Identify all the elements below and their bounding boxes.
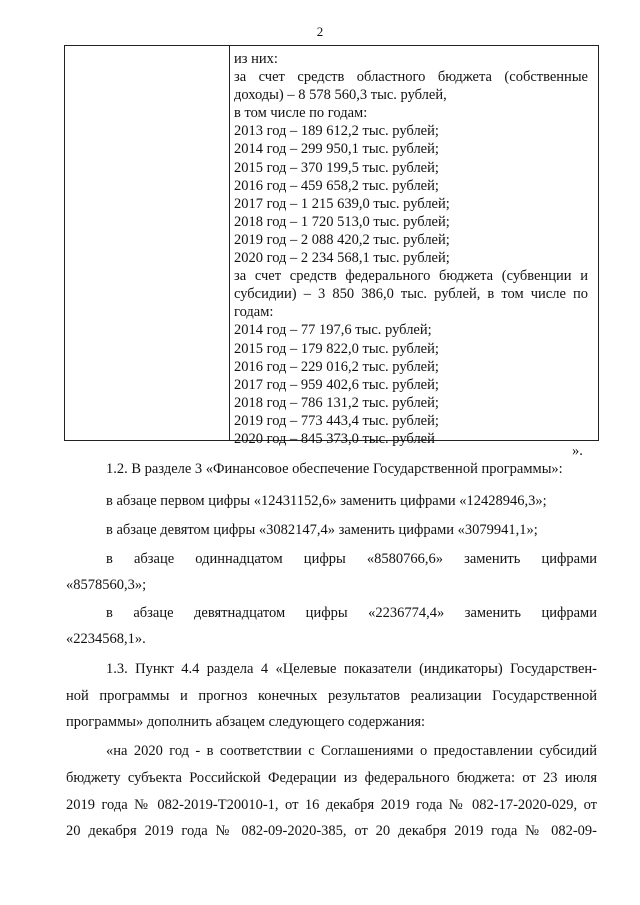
funding-line: 2014 год – 77 197,6 тыс. рублей; (234, 322, 432, 339)
paragraph-line (66, 770, 597, 787)
amendment-line: «2234568,1». (66, 631, 146, 647)
section-1-3-line: ной программы и прогноз конечных результатов реализации Государственной (66, 688, 597, 704)
funding-line: 2015 год – 370 199,5 тыс. рублей; (234, 159, 439, 176)
funding-line: 2017 год – 1 215 639,0 тыс. рублей; (234, 195, 450, 212)
funding-line: 2017 год – 959 402,6 тыс. рублей; (234, 376, 439, 393)
quoted-paragraph-line: «на 2020 год - в соответствии с Соглашениями о предоставлении субсидий (106, 743, 597, 759)
funding-line: доходы) – 8 578 560,3 тыс. рублей, (234, 87, 447, 104)
paragraph-line (66, 577, 597, 594)
funding-line: в том числе по годам: (234, 105, 368, 122)
section-1-3-line: 1.3. Пункт 4.4 раздела 4 «Целевые показатели (индикаторы) Государствен- (106, 661, 597, 677)
page-number: 2 (316, 24, 324, 39)
funding-line: 2019 год – 773 443,4 тыс. рублей; (234, 412, 439, 429)
funding-line: за счет средств областного бюджета (собственные (234, 69, 588, 86)
funding-line: 2015 год – 179 822,0 тыс. рублей; (234, 340, 439, 357)
paragraph-line (66, 823, 597, 840)
funding-line: 2016 год – 459 658,2 тыс. рублей; (234, 177, 439, 194)
funding-line: 2018 год – 1 720 513,0 тыс. рублей; (234, 213, 450, 230)
paragraph-line (66, 688, 597, 705)
funding-cell (234, 50, 588, 448)
quoted-paragraph-line: 20 декабря 2019 года № 082-09-2020-385, от 20 декабря 2019 года № 082-09- (66, 823, 597, 839)
quoted-paragraph-line: 2019 года № 082-2019-Т20010-1, от 16 декабря 2019 года № 082-17-2020-029, от (66, 797, 597, 813)
funding-line: 2014 год – 299 950,1 тыс. рублей; (234, 141, 439, 158)
funding-line: 2013 год – 189 612,2 тыс. рублей; (234, 123, 439, 140)
paragraph-line (66, 714, 597, 731)
section-1-2-heading: 1.2. В разделе 3 «Финансовое обеспечение Государственной программы»: (106, 461, 563, 477)
amendment-line: «8578560,3»; (66, 577, 147, 593)
quoted-paragraph-line: бюджету субъекта Российской Федерации из федерального бюджета: от 23 июля (66, 770, 597, 786)
amendment-line: в абзаце первом цифры «12431152,6» заменить цифрами «12428946,3»; (106, 493, 547, 509)
amendment-line: в абзаце девятом цифры «3082147,4» заменить цифрами «3079941,1»; (106, 522, 538, 538)
funding-line: годам: (234, 304, 274, 321)
section-1-3-line: программы» дополнить абзацем следующего содержания: (66, 714, 426, 730)
funding-line: 2018 год – 786 131,2 тыс. рублей; (234, 394, 439, 411)
amendment-line: в абзаце одиннадцатом цифры «8580766,6» заменить цифрами (106, 551, 597, 567)
paragraph-line (66, 797, 597, 814)
paragraph-line (66, 661, 597, 678)
paragraph-line (66, 493, 597, 510)
funding-line: субсидии) – 3 850 386,0 тыс. рублей, в том числе по (234, 286, 588, 303)
funding-line: 2020 год – 2 234 568,1 тыс. рублей; (234, 250, 450, 267)
paragraph-line (66, 461, 597, 478)
paragraph-line (66, 522, 597, 539)
paragraph-line (66, 605, 597, 622)
paragraph-line (66, 551, 597, 568)
funding-line: 2019 год – 2 088 420,2 тыс. рублей; (234, 231, 450, 248)
amendment-line: в абзаце девятнадцатом цифры «2236774,4» заменить цифрами (106, 605, 597, 621)
funding-line: 2020 год – 845 373,0 тыс. рублей (234, 430, 435, 447)
funding-line: 2016 год – 229 016,2 тыс. рублей; (234, 358, 439, 375)
program-table (64, 45, 599, 447)
closing-quote: ». (572, 443, 583, 459)
paragraph-line (66, 743, 597, 760)
funding-line: из них: (234, 51, 278, 67)
paragraph-line (66, 631, 597, 648)
funding-line: за счет средств федерального бюджета (субвенции и (234, 268, 588, 285)
table-column-divider (229, 46, 230, 440)
